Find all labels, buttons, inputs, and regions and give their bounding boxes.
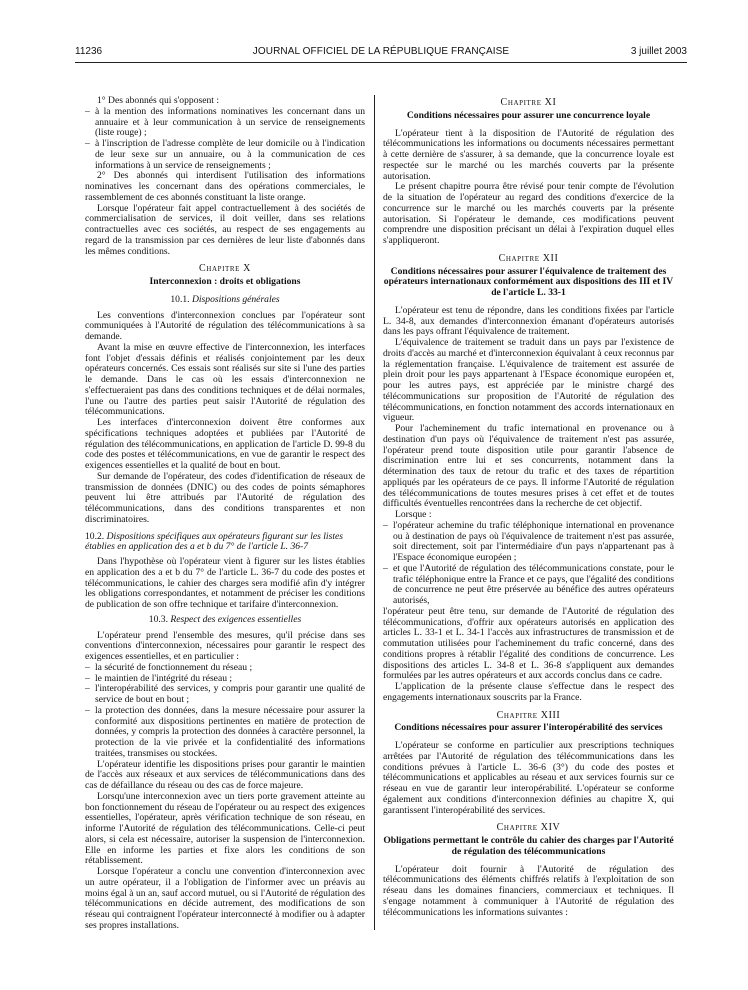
paragraph: L'opérateur tient à la disposition de l'Autorité de régulation des télécommunications les informations ou documents nécessaires permettant à cette dernière de s'assurer, à sa demande, que la concurrence loyale est respectée sur le marché ou les marchés couverts par la présente autorisation. [383, 127, 674, 182]
section-number: 10.2. [85, 530, 105, 542]
chapter-heading: Chapitre XIV [496, 822, 561, 834]
paragraph: Le présent chapitre pourra être révisé pour tenir compte de l'évolution de la situation de l'opérateur au regard des conditions d'exercice de la concurrence sur le marché ou les marchés couverts par la présente autorisation. Si l'opérateur le demande, ces modifications peuvent comprendre une disposition précisant un délai à l'expiration duquel elles s'appliqueront. [383, 181, 674, 246]
column-divider [374, 95, 375, 930]
section-title: Dispositions spécifiques aux opérateurs figurant sur les listes établies en application des a et b du 7° de l'article L. 36-7 [85, 530, 343, 553]
paragraph: Les conventions d'interconnexion conclues par l'opérateur sont communiquées à l'Autorité de régulation des télécommunications à sa demande. [85, 309, 365, 342]
section-title: Dispositions générales [191, 293, 280, 305]
list-item: – à l'inscription de l'adresse complète de leur domicile ou à l'indication de leur sexe sur un annuaire, ou à la communication de ces informations à un service de renseignements ; [85, 139, 365, 171]
section-heading [85, 532, 365, 554]
paragraph: Sur demande de l'opérateur, des codes d'identification de réseaux de transmission de données (DNIC) ou des codes de points sémaphores peuvent lui être attribués par l'Autorité de régulation des télécommunications, dans des conditions transparentes et non discriminatoires. [85, 470, 365, 525]
section-number: 10.3. [148, 613, 168, 625]
section-number: 10.1. [170, 293, 190, 305]
paragraph: L'opérateur prend l'ensemble des mesures, qu'il précise dans ses conventions d'interconnexion, nécessaires pour garantir le respect des exigences essentielles, et en particulier : [85, 629, 365, 662]
list-item: – et que l'Autorité de régulation des télécommunications constate, pour le trafic téléphonique entre la France et ce pays, que l'égalité des conditions de concurrence ne peut être préservée au bénéfice des autres opérateurs autorisés, [383, 564, 674, 607]
chapter-title: Interconnexion : droits et obligations [149, 276, 301, 287]
paragraph: Lorsqu'une interconnexion avec un tiers porte gravement atteinte au bon fonctionnement du réseau de l'opérateur ou au respect des exigences essentielles, l'opérateur, après vérification technique de son réseau, en informe l'Autorité de régulation des télécommunications. Celle-ci peut alors, si cela est nécessaire, autoriser la suspension de l'interconnexion. Elle en informe les parties et fixe alors les conditions de son rétablissement. [85, 790, 365, 867]
page-number: 11236 [75, 46, 103, 57]
paragraph: L'application de la présente clause s'effectue dans le respect des engagements internationaux souscrits par la France. [383, 681, 674, 703]
right-column [383, 96, 674, 918]
chapter-title: Obligations permettant le contrôle du cahier des charges par l'Autorité de régulation des télécommunications [383, 835, 674, 857]
section-heading [85, 615, 365, 626]
chapter-heading: Chapitre XI [500, 97, 557, 108]
paragraph: Avant la mise en œuvre effective de l'interconnexion, les interfaces font l'objet d'essais définis et réalisés conjointement par les deux opérateurs concernés. Ces essais sont réalisés sur site si l'une des parties le demande. Dans le cas où les essais d'interconnexion ne s'effectueraient pas dans des conditions techniques et de délai normales, l'une ou l'autre des parties peut saisir l'Autorité de régulation des télécommunications. [85, 341, 365, 418]
paragraph: Lorsque : [395, 509, 432, 520]
issue-date: 3 juillet 2003 [630, 46, 687, 57]
paragraph: Pour l'acheminement du trafic international en provenance ou à destination d'un pays où l'équivalence de traitement n'est pas assurée, l'opérateur prend toute disposition utile pour garantir l'absence de discrimination entre lui et ses concurrents, notamment dans la détermination des taux de retour du trafic et des taxes de répartition appliqués par les opérateurs de ce pays. Il informe l'Autorité de régulation des télécommunications de toutes mesures prises à cet effet et de toutes difficultés éventuelles rencontrées dans la recherche de cet objectif. [383, 423, 674, 510]
chapter-heading: Chapitre XII [498, 252, 559, 264]
list-item: – la sécurité de fonctionnement du réseau ; [85, 663, 365, 674]
header-rule [75, 62, 687, 63]
chapter-title: Conditions nécessaires pour assurer une concurrence loyale [406, 109, 651, 121]
list-item: – le maintien de l'intégrité du réseau ; [85, 674, 365, 685]
chapter-heading: Chapitre X [199, 263, 251, 275]
chapter-heading: Chapitre XIII [496, 709, 561, 721]
left-column [85, 96, 365, 932]
paragraph: Lorsque l'opérateur fait appel contractuellement à des sociétés de commercialisation de services, il doit veiller, dans ses relations contractuelles avec ces sociétés, au respect de ses engagements au regard de la transmission par ces dernières de leur liste d'abonnés dans les mêmes conditions. [85, 202, 365, 257]
paragraph: Les interfaces d'interconnexion doivent être conformes aux spécifications techniques adoptées et publiées par l'Autorité de régulation des télécommunications, en application de l'article D. 99-8 du code des postes et télécommunications, en vue de garantir le respect des exigences essentielles et la qualité de bout en bout. [85, 417, 365, 471]
list-item: – à la mention des informations nominatives les concernant dans un annuaire et à leur communication à un service de renseignements (liste rouge) ; [85, 107, 365, 139]
chapter-title: Conditions nécessaires pour assurer l'interopérabilité des services [394, 722, 663, 734]
list-item: – l'interopérabilité des services, y compris pour garantir une qualité de service de bout en bout ; [85, 684, 365, 706]
list-item: – la protection des données, dans la mesure nécessaire pour assurer la conformité aux dispositions pertinentes en matière de protection de données, y compris la protection des données à caractère personnel, la protection de la vie privée et la confidentialité des informations traitées, transmises ou stockées. [85, 706, 365, 760]
paragraph: L'opérateur se conforme en particulier aux prescriptions techniques arrêtées par l'Autorité de régulation des télécommunications dans les conditions prévues à l'article L. 36-6 (3°) du code des postes et télécommunications et applicables au réseau et aux services fournis sur ce réseau en vue de garantir leur interopérabilité. L'opérateur se conforme également aux conditions d'interconnexion définies au chapitre X, qui garantissent l'interopérabilité des services. [383, 740, 674, 816]
section-heading [85, 295, 365, 306]
section-title: Respect des exigences essentielles [170, 613, 302, 625]
paragraph: l'opérateur peut être tenu, sur demande de l'Autorité de régulation des télécommunications, d'offrir aux opérateurs autorisés en application des articles L. 33-1 et L. 34-1 l'accès aux infrastructures de transmission et de commutation utilisées pour l'acheminement du trafic concerné, dans des conditions propres à rétablir l'égalité des conditions de concurrence. Les dispositions des articles L. 34-8 et L. 36-8 s'appliquent aux demandes formulées par les autres opérateurs et aux accords conclus dans ce cadre. [383, 605, 674, 682]
paragraph: Dans l'hypothèse où l'opérateur vient à figurer sur les listes établies en application des a et b du 7° de l'article L. 36-7 du code des postes et télécommunications, le cahier des charges sera modifié afin d'y intégrer les obligations correspondantes, et notamment de préciser les conditions de publication de son offre technique et tarifaire d'interconnexion. [85, 556, 365, 610]
journal-title: JOURNAL OFFICIEL DE LA RÉPUBLIQUE FRANÇAISE [252, 46, 510, 57]
paragraph: 2° Des abonnés qui interdisent l'utilisation des informations nominatives les concernant dans des opérations commerciales, le rassemblement de ces abonnés constituant la liste orange. [85, 170, 365, 203]
paragraph: 1° Des abonnés qui s'opposent : [97, 95, 220, 106]
paragraph: L'opérateur doit fournir à l'Autorité de régulation des télécommunications des éléments chiffrés relatifs à l'exploitation de son réseau dans les domaines financiers, commerciaux et techniques. Il s'engage notamment à communiquer à l'Autorité de régulation des télécommunications les informations suivantes : [383, 863, 674, 918]
chapter-title: Conditions nécessaires pour assurer l'équivalence de traitement des opérateurs internationaux conformément aux dispositions des III et IV de l'article L. 33-1 [383, 265, 674, 298]
paragraph: L'opérateur identifie les dispositions prises pour garantir le maintien de l'accès aux réseaux et aux services de télécommunications dans des cas de défaillance du réseau ou des cas de force majeure. [85, 758, 365, 791]
paragraph: Lorsque l'opérateur a conclu une convention d'interconnexion avec un autre opérateur, il a l'obligation de l'informer avec un préavis au moins égal à un an, sauf accord mutuel, ou si l'Autorité de régulation des télécommunications en décide autrement, des modifications de son réseau qui contraignent l'opérateur interconnecté à modifier ou à adapter ses propres installations. [85, 866, 365, 931]
paragraph: L'opérateur est tenu de répondre, dans les conditions fixées par l'article L. 34-8, aux demandes d'interconnexion émanant d'opérateurs autorisés dans les pays offrant l'équivalence de traitement. [383, 304, 674, 338]
list-item: – l'opérateur achemine du trafic téléphonique international en provenance ou à destination de pays où l'équivalence de traitement n'est pas assurée, soit directement, soit par l'intermédiaire d'un pays n'appartenant pas à l'Espace économique européen ; [383, 521, 674, 564]
paragraph: L'équivalence de traitement se traduit dans un pays par l'existence de droits d'accès au marché et d'interconnexion équivalant à ceux reconnus par la réglementation française. L'équivalence de traitement est assurée de plein droit pour les pays appartenant à l'Espace économique européen et, pour les autres pays, est appréciée par le ministre chargé des télécommunications sur proposition de l'Autorité de régulation des télécommunications, en fonction notamment des accords internationaux en vigueur. [383, 337, 674, 424]
page-header [75, 46, 687, 62]
